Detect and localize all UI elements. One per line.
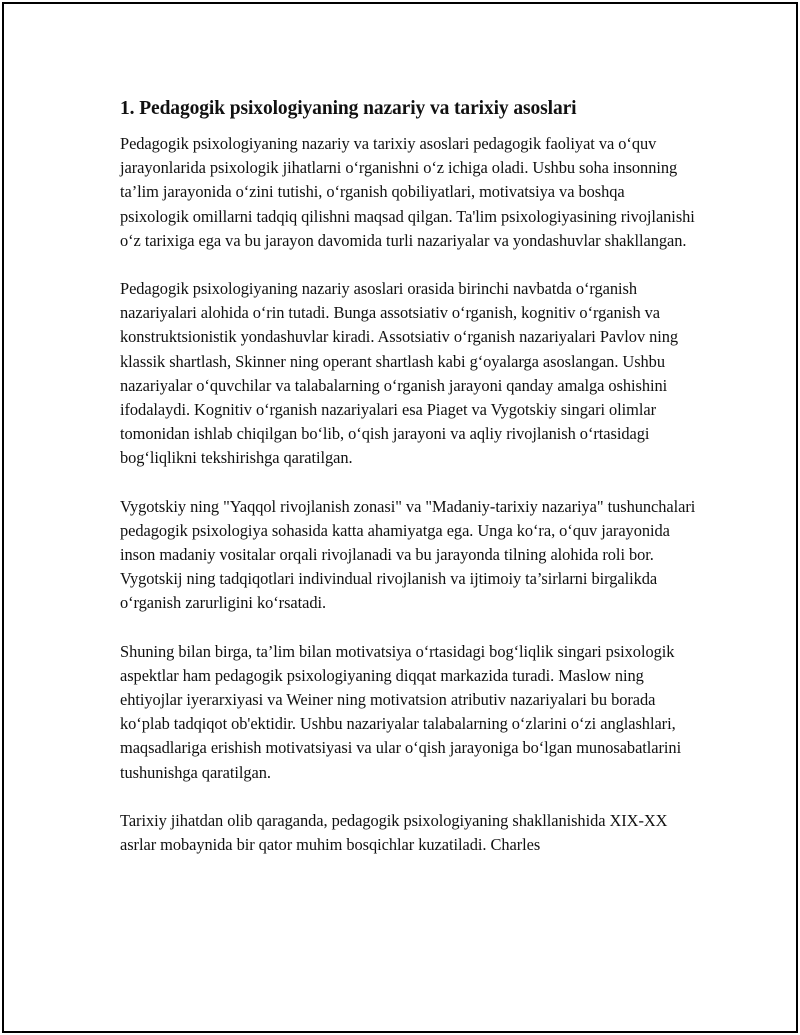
paragraph-1: Pedagogik psixologiyaning nazariy va tarixiy asoslari pedagogik faoliyat va o‘quv jarayonlarida psixologik jihatlarni o‘rganishni o‘z ichiga oladi. Ushbu soha insonning ta’lim jarayonida o‘zini tutishi, o‘rganish qobiliyatlari, motivatsiya va boshqa psixologik omillarni tadqiq qilishni maqsad qilgan. Ta'lim psixologiyasining rivojlanishi o‘z tarixiga ega va bu jarayon davomida turli nazariyalar va yondashuvlar shakllangan.	[120, 134, 695, 250]
section-heading: 1. Pedagogik psixologiyaning nazariy va tarixiy asoslari	[120, 98, 577, 119]
paragraph-4: Shuning bilan birga, ta’lim bilan motivatsiya o‘rtasidagi bog‘liqlik singari psixologik aspektlar ham pedagogik psixologiyaning diqqat markazida turadi. Maslow ning ehtiyojlar iyerarxiyasi va Weiner ning motivatsion atributiv nazariyalari bu borada ko‘plab tadqiqot ob'ektidir. Ushbu nazariyalar talabalarning o‘zlarini o‘zi anglashlari, maqsadlariga erishish motivatsiyasi va ular o‘qish jarayoniga bo‘lgan munosabatlarini tushunishga qaratilgan.	[120, 641, 682, 782]
paragraph-5: Tarixiy jihatdan olib qaraganda, pedagogik psixologiyaning shakllanishida XIX-XX asrlar mobaynida bir qator muhim bosqichlar kuzatiladi. Charles	[120, 810, 668, 855]
paragraph-2: Pedagogik psixologiyaning nazariy asoslari orasida birinchi navbatda o‘rganish nazariyalari alohida o‘rin tutadi. Bunga assotsiativ o‘rganish, kognitiv o‘rganish va konstruktsionistik yondashuvlar kiradi. Assotsiativ o‘rganish nazariyalari Pavlov ning klassik shartlash, Skinner ning operant shartlash kabi g‘oyalarga asoslangan. Ushbu nazariyalar o‘quvchilar va talabalarning o‘rganish jarayoni qanday amalga oshishini ifodalaydi. Kognitiv o‘rganish nazariyalari esa Piaget va Vygotskiy singari olimlar tomonidan ishlab chiqilgan bo‘lib, o‘qish jarayoni va aqliy rivojlanish o‘rtasidagi bog‘liqlikni tekshirishga qaratilgan.	[120, 279, 679, 468]
paragraph-3: Vygotskiy ning "Yaqqol rivojlanish zonasi" va "Madaniy-tarixiy nazariya" tushunchalari pedagogik psixologiya sohasida katta ahamiyatga ega. Unga ko‘ra, o‘quv jarayonida inson madaniy vositalar orqali rivojlanadi va bu jarayonda tilning alohida roli bor. Vygotskij ning tadqiqotlari indivindual rivojlanish va ijtimoiy ta’sirlarni birgalikda o‘rganish zarurligini ko‘rsatadi.	[120, 496, 696, 613]
page-frame	[2, 2, 798, 1033]
document-body	[120, 96, 696, 881]
